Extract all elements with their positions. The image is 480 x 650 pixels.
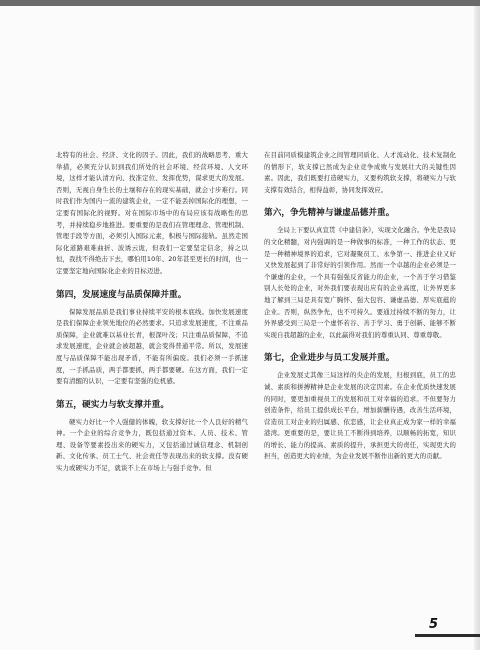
- paragraph: 北特有的社会、经济、文化的因子。因此，我们的战略思考、重大举措，必须充分认识到我们所处的社会环境、经营环境、人文环境，这样才能认清方向、找准定位、发挥优势，谋求更大的发展。否则，无视自身生长的土壤和存在的现实基础，就会寸步难行。同时我们作为国内一流的建筑企业，一定不能丢掉国际化的理想，一定要有国际化的视野。对在国际市场中的布局应该有战略性的思考，并持续稳步地推进。要重要的是我们在管理理念、管理机制、管理手段等方面，必须引入国际元素，积极与国际接轨。虽然走国际化道路艰难曲折、波诱云诡，但我们一定要坚定信念，持之以恒，我找不得绝击下去，哪怕用10年、20年甚至更长的时间，也一定要坚定地向国际化企业的目标迈进。: [56, 151, 248, 275]
- paragraph: 硬实力好比一个人强健的体魄，软支撑好比一个人良好的精气神。一个企业的综合竞争力，既包括通过资本、人员、技术、管理、设备等要素投出来的硬实力，又包括通过诚信理念、机制创新、文化传承、员工士气、社会责任等表现出来的软支撑。没有硬实力或硬实力不足，就谈不上在市场上与强手竞争。但: [56, 417, 248, 473]
- header-bar: [0, 0, 480, 6]
- left-column: [56, 150, 248, 475]
- paragraph: 企业发展丈其像三局这样的央企的发展，归根到底，员工的忠诚、素质和拼搏精神是企业发展的决定因素。在企业优质快速发展的同时，要更加重视员工的发展和员工对幸福的追求。不但要努力创造条件，给员工提供成长平台，增加薪酬待遇，改善生活环境，营造员工对企业的归属感、依恋感，让企业真正成为家一样的幸福港湾。更重要的是，要让员工不断得到培养，以顺畅的拓宽，知识的增长、能力的提高、素质的提升，承担更大的责任，实现更大的担当，创造更大的业绩，为企业发展不断作出新的更大的贡献。: [264, 371, 456, 461]
- paragraph: 在目前同质模建筑企业之间管理同质化、人才流动化、技术复制化的情形下，软支撑已然成为企业竞争成败与发展壮大的关键性因素。因此，我们既要打造硬实力，又要构筑软支撑，将硬实力与软支撑有效结合，相得益彰，协同发挥效应。: [264, 151, 456, 194]
- page-number: 5: [429, 617, 439, 632]
- page-edge: [474, 6, 480, 650]
- right-column: [264, 150, 456, 463]
- page-number-rule: [415, 634, 480, 637]
- section-heading: 第五，硬实力与软支撑并重。: [56, 399, 170, 410]
- section-heading: 第四，发展速度与品质保障并重。: [56, 289, 187, 300]
- section-heading: 第六，争先精神与谦虚品德并重。: [264, 208, 395, 219]
- paragraph: 保障发展品质是我们事业持续平安的根本底线。加快发展速度是我们保障企业领先地位的必然要求。只追求发展速度，不注重品质保障，企业就难以基业长青，根深叶茂；只注重品质保障，不追求发展速度，企业就会被超越，就会变得普通平常。所以，发展速度与品质保障不能出现矛盾，不能有所偏废。我们必须一手抓速度，一手抓品质，两手都要抓，两手都要硬。在这方面，我们一定要有清醒的认识，一定要有坚强的危机感。: [56, 307, 248, 386]
- paragraph: 全局上下要认真宣贯《中建信条》，实现文化融合。争先是我局的文化精髓，对内强调的是一种做事的标准，一种工作的状态、更是一种精神境界的追求，它对凝聚员工、永争第一、推进企业又好又快发展起到了非常好的引领作用。然而一个卓越的企业必须是一个谦虚的企业，一个具有强强反省能力的企业，一个善于学习借鉴别人长处的企业，对外我们要表现出应有的企业高度，让外界更多地了解到三局是具有宽广胸怀、强大包容、谦虚品德、厚实底蕴的企业。否则，纵然争先，也不可持久。要通过持续不断的努力，让外界感受到三局是一个虚怀若谷、善于学习、勇于创新、能够不断实现自我超越的企业，以此赢得对我们的尊重认同、尊重尊敬。: [264, 226, 456, 339]
- section-heading: 第七，企业进步与员工发展并重。: [264, 353, 395, 364]
